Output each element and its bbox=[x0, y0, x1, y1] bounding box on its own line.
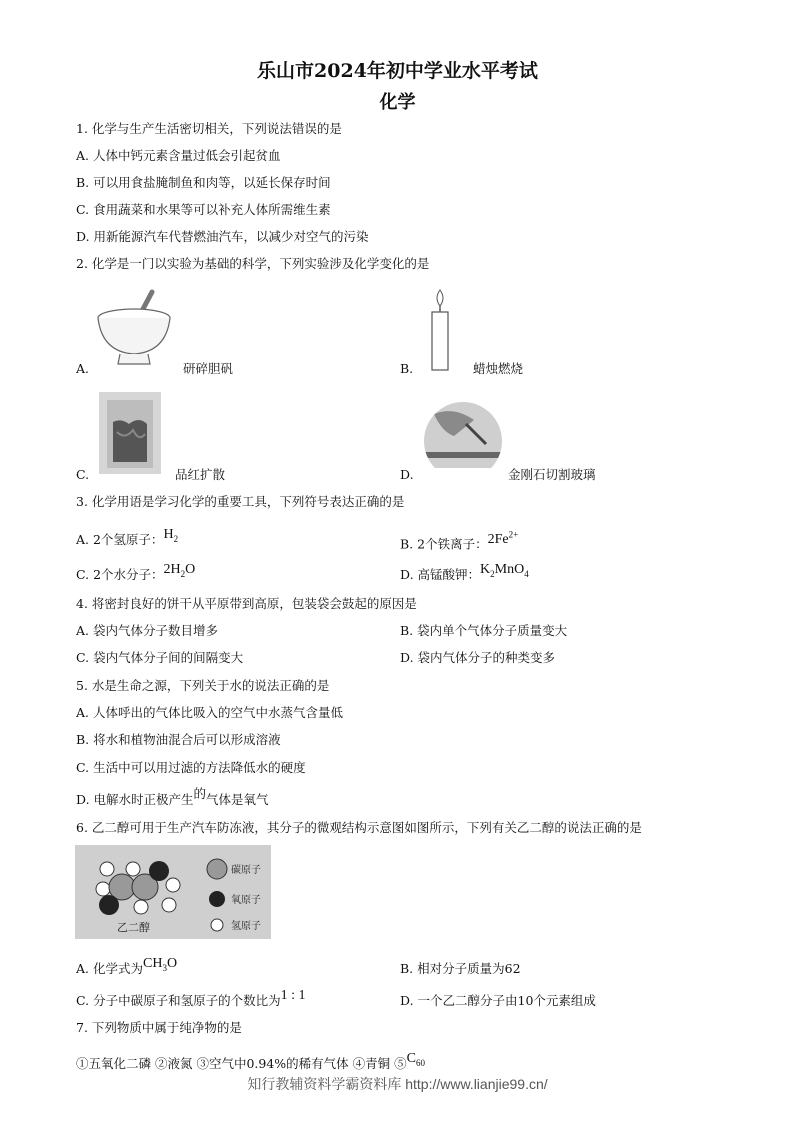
beaker-diffusion-image bbox=[99, 392, 161, 474]
q6-option-b: B. 相对分子质量为62 bbox=[400, 961, 521, 976]
q3-option-d-formula: $K_2MnO_4$ bbox=[480, 562, 529, 579]
legend-oxygen: 氧原子 bbox=[231, 895, 261, 906]
q1-stem: 1. 化学与生产生活密切相关，下列说法错误的是 bbox=[76, 121, 342, 136]
model-caption: 乙二醇 bbox=[117, 921, 150, 934]
glass-cutting-image bbox=[424, 402, 502, 468]
footer-watermark: 知行教辅资料学霸资料库 http://www.lianjie99.cn/ bbox=[247, 1076, 548, 1092]
q5-option-c: C. 生活中可以用过滤的方法降低水的硬度 bbox=[76, 760, 306, 775]
q7-stem: 7. 下列物质中属于纯净物的是 bbox=[76, 1020, 242, 1035]
q6-option-a-formula: $CH_3O$ bbox=[142, 956, 178, 973]
q3-option-d-text: D. 高锰酸钾： bbox=[400, 567, 481, 582]
q7-options: ①五氧化二磷 ②液氮 ③空气中0.94%的稀有气体 ④青铜 $⑤C_{60}$ bbox=[76, 1051, 425, 1071]
legend-hydrogen: 氢原子 bbox=[231, 921, 261, 932]
q1-option-c: C. 食用蔬菜和水果等可以补充人体所需维生素 bbox=[76, 202, 331, 217]
q1-option-a: A. 人体中钙元素含量过低会引起贫血 bbox=[76, 148, 281, 163]
q4-option-c: C. 袋内气体分子间的间隔变大 bbox=[76, 650, 244, 665]
q6-option-c-ratio: 1 : 1 bbox=[280, 988, 306, 1003]
q5-stem: 5. 水是生命之源，下列关于水的说法正确的是 bbox=[76, 678, 330, 693]
q1-option-b: B. 可以用食盐腌制鱼和肉等，以延长保存时间 bbox=[76, 175, 331, 190]
q5-option-b: B. 将水和植物油混合后可以形成溶液 bbox=[76, 732, 281, 747]
q6-option-d: D. 一个乙二醇分子由10个元素组成 bbox=[400, 993, 596, 1008]
q3-option-b-formula: $2Fe^{2+}$ bbox=[487, 529, 519, 547]
q2-option-a-caption: 研碎胆矾 bbox=[183, 361, 234, 376]
q3-option-a-formula: $H_2$ bbox=[163, 527, 179, 544]
q2-option-d-letter: D. bbox=[400, 467, 414, 482]
candle-image bbox=[426, 288, 456, 374]
q3-option-c-text: C. 2个水分子： bbox=[76, 567, 164, 582]
q3-option-b-text: B. 2个铁离子： bbox=[400, 536, 488, 552]
q4-option-b: B. 袋内单个气体分子质量变大 bbox=[400, 623, 568, 638]
q3-option-d bbox=[400, 562, 529, 588]
q3-stem: 3. 化学用语是学习化学的重要工具，下列符号表达正确的是 bbox=[76, 494, 405, 509]
q2-option-c-caption: 品红扩散 bbox=[175, 467, 226, 482]
q2-option-d-caption: 金刚石切割玻璃 bbox=[508, 467, 596, 482]
q3-option-a-text: A. 2个氢原子： bbox=[76, 532, 164, 547]
q7-formula: $C_{60}$ bbox=[406, 1051, 425, 1068]
q3-option-a bbox=[76, 527, 179, 553]
q4-option-a: A. 袋内气体分子数目增多 bbox=[76, 623, 218, 638]
q5-option-d: D. 电解水时正极产生的气体是氧气 bbox=[76, 786, 269, 807]
q2-option-c-letter: C. bbox=[76, 467, 90, 482]
q3-option-c bbox=[76, 562, 196, 588]
q3-option-c-formula: $2H_2O$ bbox=[163, 562, 196, 579]
exam-title: 乐山市2024年初中学业水平考试 bbox=[257, 60, 538, 82]
q6-stem: 6. 乙二醇可用于生产汽车防冻液，其分子的微观结构示意图如图所示，下列有关乙二醇的说法正确的是 bbox=[76, 820, 642, 835]
mortar-pestle-image bbox=[94, 288, 178, 368]
q1-option-d: D. 用新能源汽车代替燃油汽车，以减少对空气的污染 bbox=[76, 229, 369, 244]
q6-option-a: A. 化学式为$CH_3O$ bbox=[76, 956, 178, 976]
q3-option-b bbox=[400, 529, 519, 554]
q6-option-c: C. 分子中碳原子和氢原子的个数比为1 : 1 bbox=[76, 988, 306, 1008]
q2-option-a-letter: A. bbox=[76, 361, 90, 376]
q4-option-d: D. 袋内气体分子的种类变多 bbox=[400, 650, 556, 665]
q5-option-a: A. 人体呼出的气体比吸入的空气中水蒸气含量低 bbox=[76, 705, 343, 720]
q2-option-b-letter: B. bbox=[400, 361, 414, 376]
ethylene-glycol-model-image bbox=[75, 845, 271, 939]
legend-carbon: 碳原子 bbox=[231, 865, 261, 876]
q2-stem: 2. 化学是一门以实验为基础的科学，下列实验涉及化学变化的是 bbox=[76, 256, 430, 271]
q4-stem: 4. 将密封良好的饼干从平原带到高原，包装袋会鼓起的原因是 bbox=[76, 596, 417, 611]
subject-title: 化学 bbox=[379, 92, 416, 113]
q2-option-b-caption: 蜡烛燃烧 bbox=[473, 361, 524, 376]
